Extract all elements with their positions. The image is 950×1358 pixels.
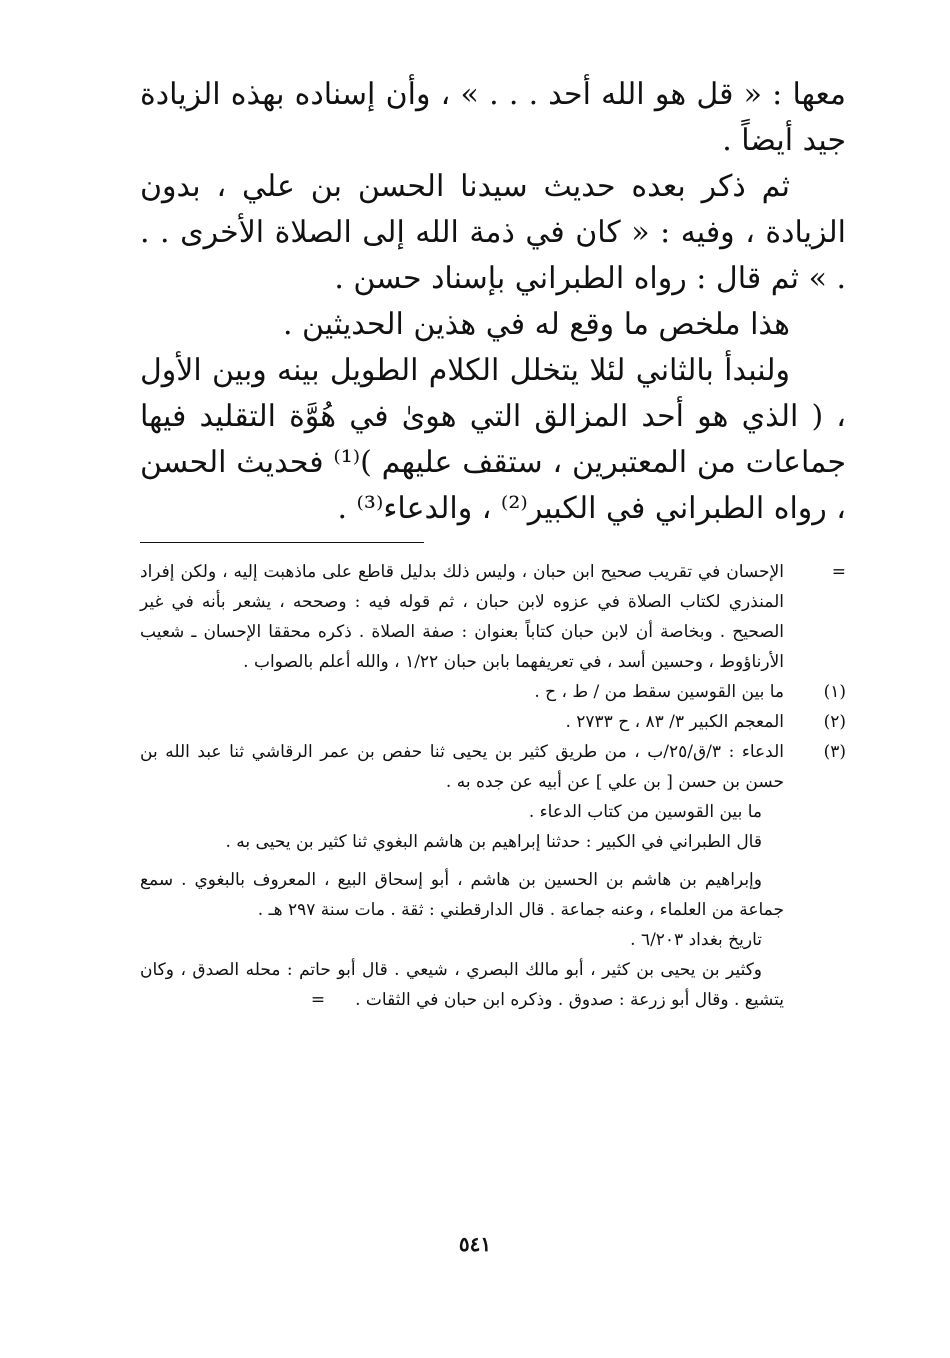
main-paragraph: ولنبدأ بالثاني لئلا يتخلل الكلام الطويل بينه وبين الأول ، ( الذي هو أحد المزالق التي هوىٰ في هُوَّة التقليد فيها جماعات من المعتبرين ، ستقف عليهم )⁽¹⁾ فحديث الحسن ، رواه الطبراني في الكبير⁽²⁾ ، والدعاء⁽³⁾ . — [140, 353, 846, 526]
footnote-text: وكثير بن يحيى بن كثير ، أبو مالك البصري ، شيعي . قال أبو حاتم : محله الصدق ، وكان يتشيع . وقال أبو زرعة : صدوق . وذكره ابن حبان في الثقات . — [140, 960, 784, 1010]
main-paragraph: ثم ذكر بعده حديث سيدنا الحسن بن علي ، بدون الزيادة ، وفيه : « كان في ذمة الله إلى الصلاة الأخرى . . . » ثم قال : رواه الطبراني بإسناد حسن . — [140, 169, 846, 296]
footnote-text: الدعاء : ٣/ق/٢٥/ب ، من طريق كثير بن يحيى ثنا حفص بن عمر الرقاشي ثنا عبد الله بن حسن بن حسن [ بن علي ] عن أبيه عن جده به . — [140, 742, 784, 792]
footnote-1 — [140, 677, 846, 707]
footnote-3-continuation — [140, 955, 784, 1015]
footnote-text: ما بين القوسين سقط من / ط ، ح . — [534, 682, 784, 702]
footnote-separator — [140, 542, 424, 543]
footnote-2 — [140, 707, 846, 737]
footnote-3-continuation: تاريخ بغداد ٦/٢٠٣ . — [630, 930, 762, 950]
footnote-marker: (٣) — [823, 742, 846, 762]
footnote-marker: (٢) — [823, 712, 846, 732]
page-content — [140, 72, 846, 1015]
footnotes — [140, 557, 846, 1015]
footnote-marker: (١) — [823, 682, 846, 702]
main-paragraph: هذا ملخص ما وقع له في هذين الحديثين . — [282, 307, 790, 342]
footnote-gap — [140, 857, 846, 865]
footnote-continuation — [140, 557, 846, 677]
footnote-3-continuation: قال الطبراني في الكبير : حدثنا إبراهيم بن هاشم البغوي ثنا كثير بن يحيى به . — [225, 832, 762, 852]
footnote-text: المعجم الكبير ٣/ ٨٣ ، ح ٢٧٣٣ . — [565, 712, 784, 732]
footnote-3-continuation: ما بين القوسين من كتاب الدعاء . — [528, 802, 762, 822]
footnote-text: الإحسان في تقريب صحيح ابن حبان ، وليس ذلك بدليل قاطع على ماذهبت إليه ، ولكن إفراد المنذري لكتاب الصلاة في عزوه لابن حبان ، ثم قوله فيه : وصححه ، يشعر بأنه في غير الصحيح . وبخاصة أن لابن حبان كتاباً بعنوان : صفة الصلاة . ذكره محققا الإحسان ـ شعيب الأرناؤوط ، وحسين أسد ، في تعريفهما بابن حبان ١/٢٢ ، والله أعلم بالصواب . — [140, 562, 784, 672]
footnote-3-continuation: وإبراهيم بن هاشم بن الحسين بن هاشم ، أبو إسحاق البيع ، المعروف بالبغوي . سمع جماعة من العلماء ، وعنه جماعة . قال الدارقطني : ثقة . مات سنة ٢٩٧ هـ . — [140, 870, 784, 920]
main-text — [140, 72, 846, 532]
continuation-mark: = — [310, 990, 326, 1010]
page-number: ٥٤١ — [458, 1232, 492, 1256]
footnote-3 — [140, 737, 846, 797]
continuation-mark: = — [831, 562, 846, 582]
main-paragraph: معها : « قل هو الله أحد . . . » ، وأن إسناده بهذه الزيادة جيد أيضاً . — [140, 77, 846, 158]
